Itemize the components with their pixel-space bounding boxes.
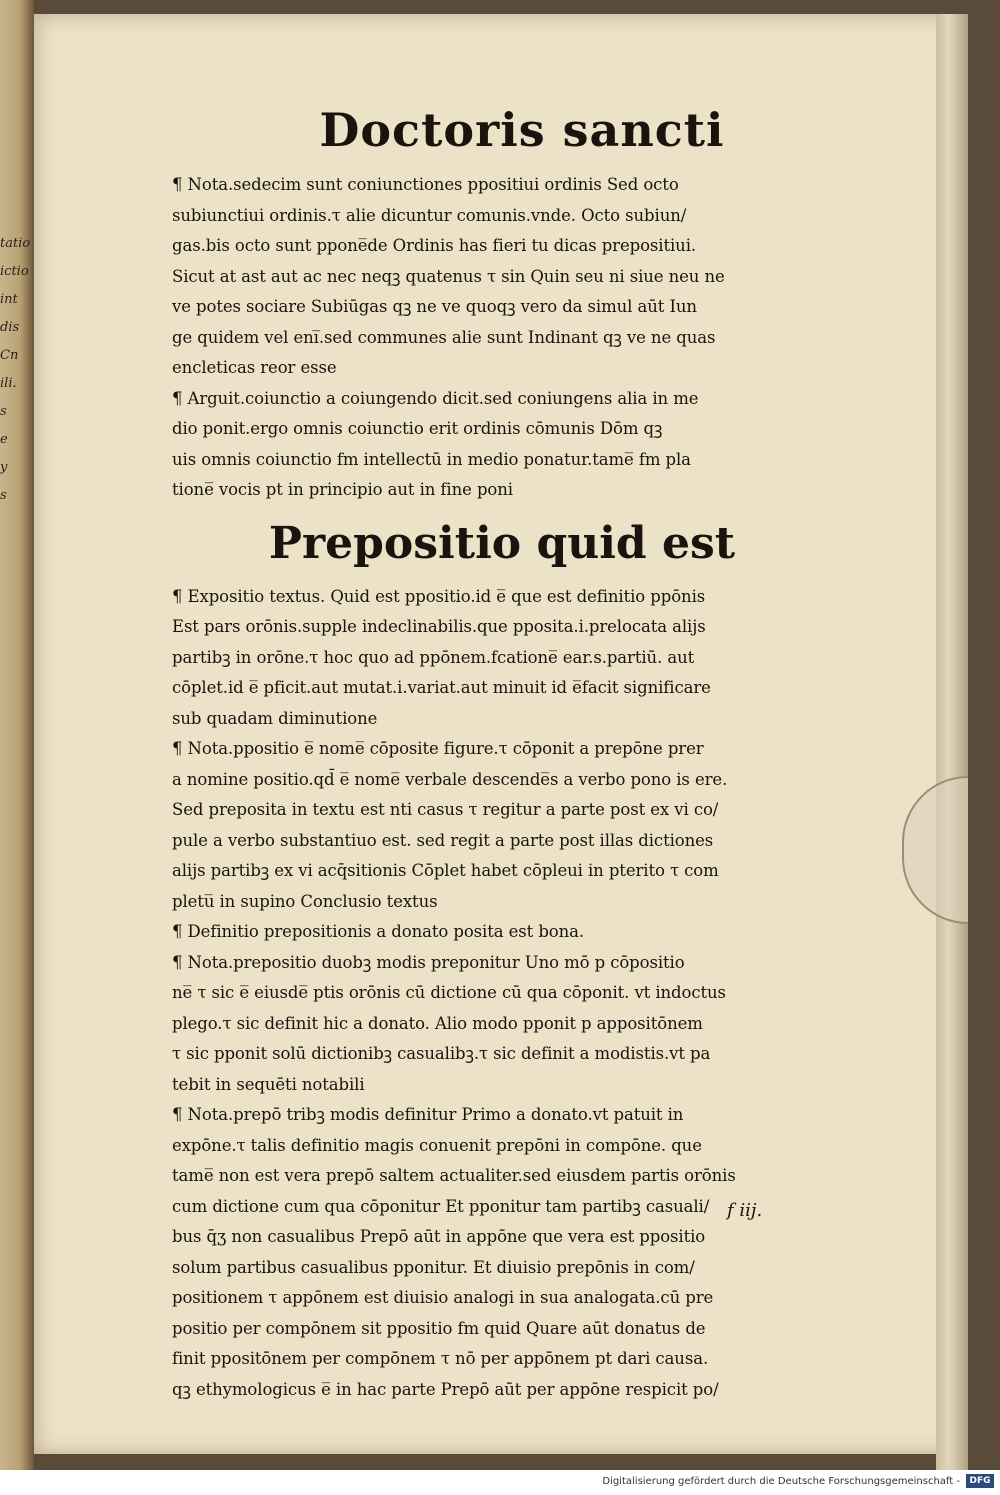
text-line: gas.bis octo sunt ppone̅de Ordinis has fieri tu dicas prepositiui. (172, 236, 697, 255)
text-line: dio ponit.ergo omnis coiunctio erit ordinis cōmunis Dōm qꝫ (172, 419, 663, 438)
left-margin-fragment: dis (0, 320, 20, 335)
signature-mark: f iij. (727, 1200, 763, 1221)
text-line: qꝫ ethymologicus e̅ in hac parte Prepō aūt per appōne respicit po/ (172, 1379, 719, 1399)
text-line: ¶ Expositio textus. Quid est ppositio.id e̅ que est definitio ppōnis (172, 586, 706, 606)
left-page-edge (0, 0, 34, 1470)
text-line: ¶ Definitio prepositionis a donato posita est bona. (172, 922, 585, 941)
running-head: Doctoris sancti (319, 103, 725, 157)
text-line: encleticas reor esse (172, 358, 337, 377)
page-edge-strip (936, 14, 968, 1484)
left-margin-fragment: ictio (0, 264, 29, 279)
text-line: pule a verbo substantiuo est. sed regit a parte post illas dictiones (172, 830, 714, 850)
left-margin-fragments (0, 230, 32, 510)
text-line: pletu̅ in supino Conclusio textus (172, 891, 438, 911)
text-line: ¶ Nota.prepositio duobꝫ modis preponitur Uno mō p cōpositio (172, 952, 685, 972)
left-margin-fragment: int (0, 292, 18, 307)
paragraph-6 (172, 948, 832, 1101)
text-line: τ sic pponit solū dictionibꝫ casualibꝫ.τ sic definit a modistis.vt pa (172, 1044, 711, 1063)
paragraph-4 (172, 734, 832, 917)
text-line: cōplet.id e̅ pficit.aut mutat.i.variat.aut minuit id e̅facit significare (172, 678, 711, 697)
text-line: Sed preposita in textu est nti casus τ regitur a parte post ex vi co/ (172, 800, 719, 819)
text-line: positio per compōnem sit ppositio fm quid Quare aūt donatus de (172, 1318, 706, 1338)
text-line: a nomine positio.qd̄ e̅ nome̅ verbale descende̅s a verbo pono is ere. (172, 769, 728, 789)
text-line: ¶ Nota.sedecim sunt coniunctiones ppositiui ordinis Sed octo (172, 175, 679, 194)
left-margin-fragment: s (0, 404, 7, 419)
left-margin-fragment: Cn (0, 348, 19, 363)
paragraph-2 (172, 384, 832, 506)
text-line: plego.τ sic definit hic a donato. Alio modo pponit p appositōnem (172, 1013, 703, 1033)
text-line: Sicut at ast aut ac nec neqꝫ quatenus τ sin Quin seu ni siue neu ne (172, 266, 725, 286)
text-line: ¶ Nota.prepō tribꝫ modis definitur Primo a donato.vt patuit in (172, 1105, 684, 1124)
text-line: tebit in sequēti notabili (172, 1074, 365, 1094)
left-margin-fragment: e (0, 432, 8, 447)
text-line: alijs partibꝫ ex vi acq̄sitionis Cōplet habet cōpleui in pterito τ com (172, 861, 719, 880)
text-line: ge quidem vel eni̅.sed communes alie sunt Indinant qꝫ ve ne quas (172, 327, 716, 347)
text-line: uis omnis coiunctio fm intellectū in medio ponatur.tame̅ fm pla (172, 449, 691, 469)
footer-credit: Digitalisierung gefördert durch die Deutsche Forschungsgemeinschaft - (602, 1476, 960, 1487)
page-clip (902, 776, 968, 924)
paragraph-5 (172, 917, 832, 948)
dfg-logo: DFG (966, 1474, 994, 1488)
text-line: cum dictione cum qua cōponitur Et pponitur tam partibꝫ casuali/ (172, 1196, 710, 1216)
paragraph-7 (172, 1100, 832, 1405)
text-line: tame̅ non est vera prepō saltem actualiter.sed eiusdem partis orōnis (172, 1166, 736, 1185)
footer-bar (0, 1470, 1000, 1495)
text-line: solum partibus casualibus pponitur. Et diuisio prepōnis in com/ (172, 1257, 695, 1277)
text-line: bus q̄ʒ non casualibus Prepō aūt in appōne que vera est ppositio (172, 1227, 706, 1246)
paragraph-1 (172, 170, 832, 384)
left-margin-fragment: y (0, 460, 8, 475)
section-heading: Prepositio quid est (268, 517, 736, 569)
text-line: tione̅ vocis pt in principio aut in fine poni (172, 480, 513, 499)
text-line: positionem τ appōnem est diuisio analogi in sua analogata.cū pre (172, 1288, 714, 1307)
left-margin-fragment: tatio (0, 236, 31, 251)
text-line: Est pars orōnis.supple indeclinabilis.que pposita.i.prelocata alijs (172, 617, 706, 636)
text-line: ¶ Arguit.coiunctio a coiungendo dicit.sed coniungens alia in me (172, 388, 699, 408)
text-line: sub quadam diminutione (172, 708, 378, 728)
left-margin-fragment: ili. (0, 376, 17, 391)
text-line: ¶ Nota.ppositio e̅ nome̅ cōposite figure.τ cōponit a prepōne prer (172, 739, 704, 758)
text-line: ne̅ τ sic e̅ eiusde̅ ptis orōnis cū dictione cū qua cōponit. vt indoctus (172, 983, 726, 1002)
text-line: expōne.τ talis definitio magis conuenit prepōni in compōne. que (172, 1135, 702, 1155)
left-margin-fragment: s (0, 488, 7, 503)
text-line: finit ppositōnem per compōnem τ nō per appōnem pt dari causa. (172, 1349, 709, 1368)
paragraph-3 (172, 582, 832, 735)
text-line: subiunctiui ordinis.τ alie dicuntur comunis.vnde. Octo subiun/ (172, 205, 687, 225)
text-line: ve potes sociare Subiūgas qꝫ ne ve quoqꝫ vero da simul aūt Iun (172, 297, 697, 316)
text-line: partibꝫ in orōne.τ hoc quo ad ppōnem.fcatione̅ ear.s.partiū. aut (172, 647, 695, 667)
